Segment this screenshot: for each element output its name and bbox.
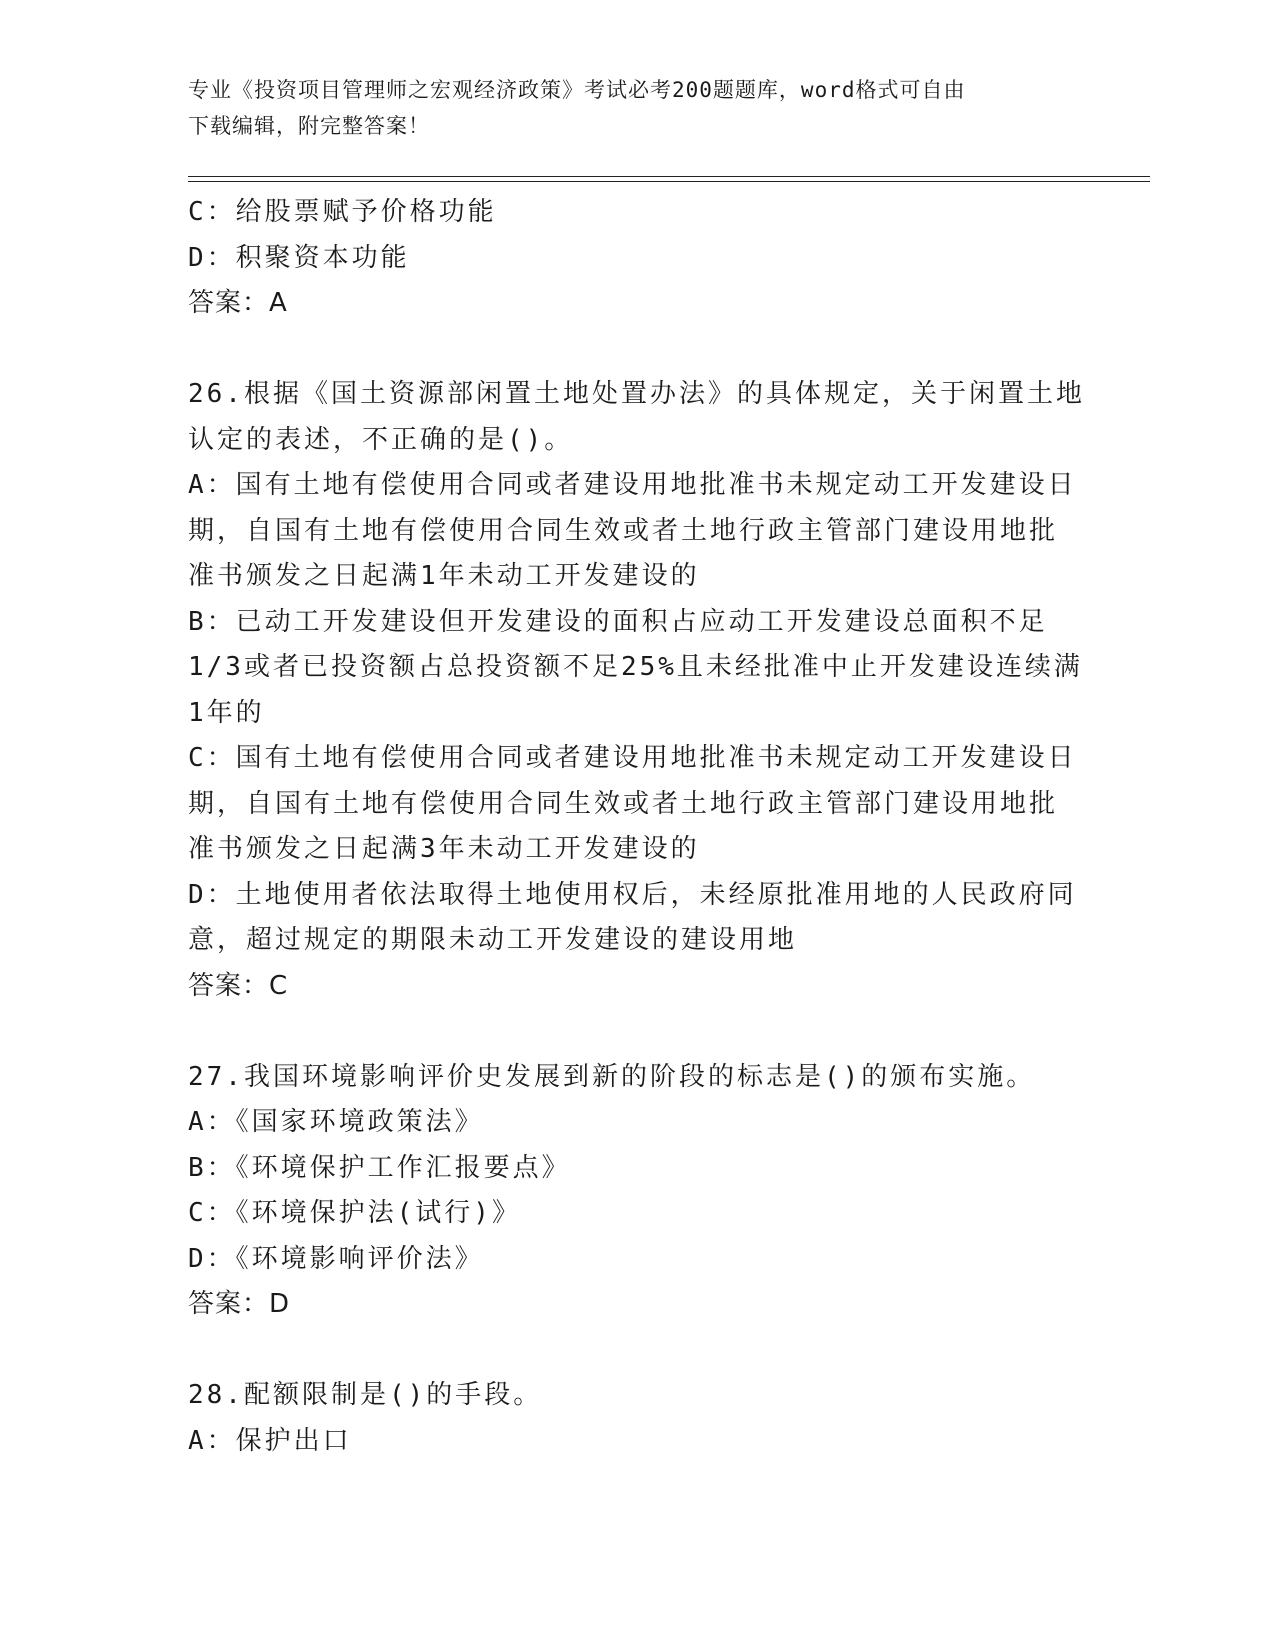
spacer bbox=[188, 1009, 1078, 1055]
q26-option-a-line-2: 期，自国有土地有偿使用合同生效或者土地行政主管部门建设用地批 bbox=[188, 515, 1059, 546]
header-line-1: 专业《投资项目管理师之宏观经济政策》考试必考200题题库，word格式可自由 bbox=[188, 78, 966, 102]
q27-option-d: D：《环境影响评价法》 bbox=[188, 1243, 484, 1274]
q26-option-c-line-2: 期，自国有土地有偿使用合同生效或者土地行政主管部门建设用地批 bbox=[188, 788, 1059, 819]
q25-option-c: C：给股票赋予价格功能 bbox=[188, 197, 497, 227]
spacer bbox=[188, 327, 1078, 373]
q27-option-c: C：《环境保护法(试行)》 bbox=[188, 1198, 521, 1228]
q28-stem: 28.配额限制是()的手段。 bbox=[188, 1380, 543, 1410]
q27-option-a: A：《国家环境政策法》 bbox=[188, 1107, 484, 1137]
q26-option-d-line-1: D：土地使用者依法取得土地使用权后，未经原批准用地的人民政府同 bbox=[188, 879, 1077, 910]
document-header bbox=[188, 72, 1088, 144]
q27-stem: 27.我国环境影响评价史发展到新的阶段的标志是()的颁布实施。 bbox=[188, 1061, 1036, 1092]
q26-answer: 答案：C bbox=[188, 970, 289, 1001]
q26-option-b-line-1: B：已动工开发建设但开发建设的面积占应动工开发建设总面积不足 bbox=[188, 606, 1048, 637]
q26-option-b-line-2: 1/3或者已投资额占总投资额不足25%且未经批准中止开发建设连续满 bbox=[188, 652, 1083, 682]
q26-option-c-line-3: 准书颁发之日起满3年未动工开发建设的 bbox=[188, 834, 700, 864]
q26-option-a-line-3: 准书颁发之日起满1年未动工开发建设的 bbox=[188, 561, 700, 591]
q26-option-d-line-2: 意，超过规定的期限未动工开发建设的建设用地 bbox=[188, 925, 798, 955]
header-divider-top bbox=[188, 176, 1150, 177]
q28-option-a: A：保护出口 bbox=[188, 1425, 352, 1456]
header-line-2: 下载编辑，附完整答案！ bbox=[188, 114, 430, 138]
q26-stem-line-2: 认定的表述，不正确的是()。 bbox=[188, 424, 574, 455]
q25-option-d: D：积聚资本功能 bbox=[188, 242, 410, 273]
header-divider-bottom bbox=[188, 181, 1150, 182]
q27-option-b: B：《环境保护工作汇报要点》 bbox=[188, 1152, 571, 1183]
q27-answer: 答案：D bbox=[188, 1289, 291, 1319]
q26-stem-line-1: 26.根据《国土资源部闲置土地处置办法》的具体规定，关于闲置土地 bbox=[188, 379, 1085, 409]
spacer bbox=[188, 1328, 1078, 1374]
q26-option-a-line-1: A：国有土地有偿使用合同或者建设用地批准书未规定动工开发建设日 bbox=[188, 470, 1077, 500]
question-content bbox=[188, 190, 1085, 1464]
q26-option-c-line-1: C：国有土地有偿使用合同或者建设用地批准书未规定动工开发建设日 bbox=[188, 743, 1077, 773]
q25-answer: 答案：A bbox=[188, 288, 288, 318]
q26-option-b-line-3: 1年的 bbox=[188, 697, 265, 728]
